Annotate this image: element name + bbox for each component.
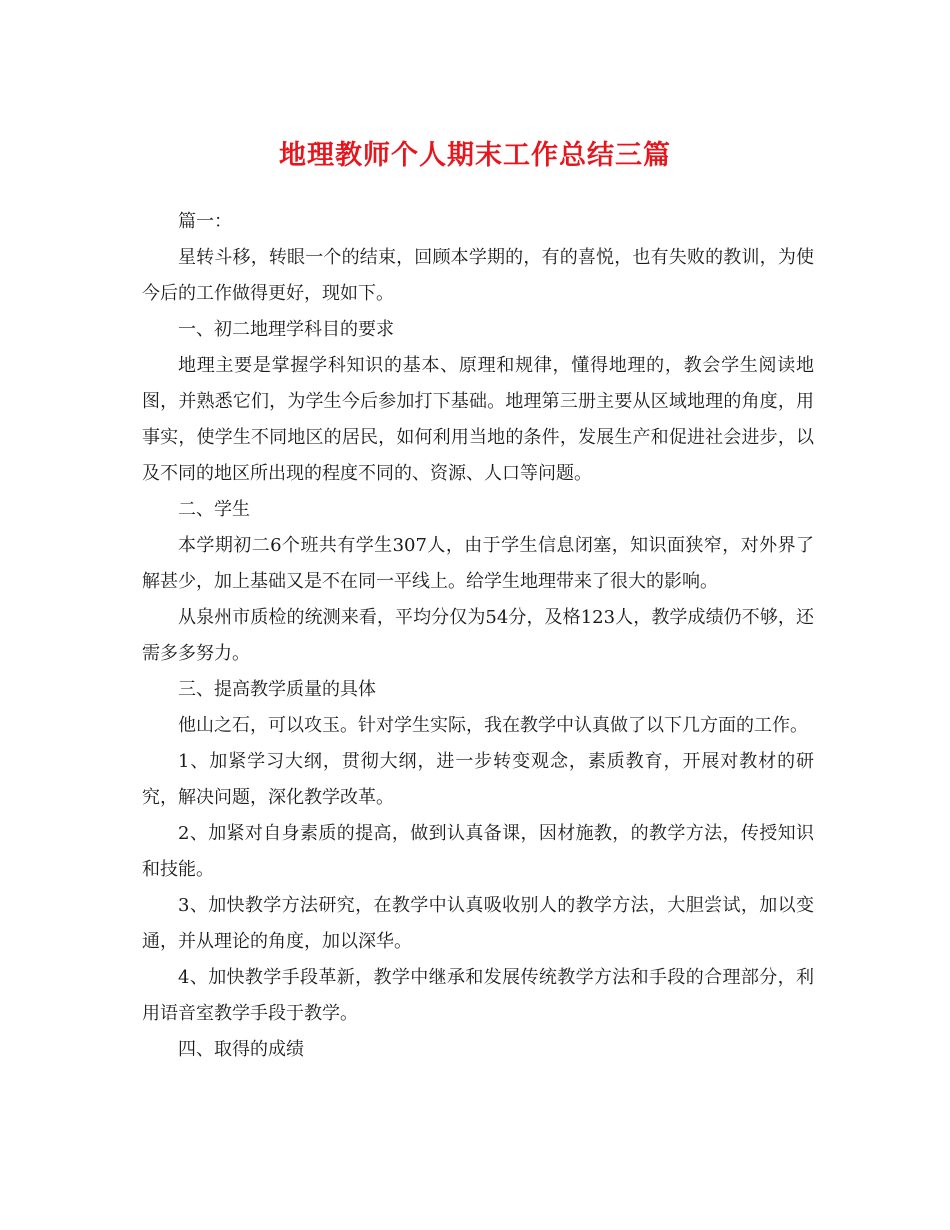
list-item: 2、加紧对自身素质的提高，做到认真备课，因材施教，的教学方法，传授知识和技能。: [142, 823, 814, 880]
section-heading: 一、初二地理学科目的要求: [178, 319, 394, 340]
paragraph: 从泉州市质检的统测来看，平均分仅为54分，及格123人，教学成绩仍不够，还需多多努力。: [142, 607, 814, 664]
document-body: [142, 204, 814, 1068]
section-heading: 二、学生: [178, 499, 250, 520]
list-item: 4、加快教学手段革新，教学中继承和发展传统教学方法和手段的合理部分，利用语音室教学手段于教学。: [142, 967, 814, 1024]
paragraph: 他山之石，可以攻玉。针对学生实际，我在教学中认真做了以下几方面的工作。: [178, 715, 808, 736]
paragraph: 星转斗移，转眼一个的结束，回顾本学期的，有的喜悦，也有失败的教训，为使今后的工作做得更好，现如下。: [142, 247, 814, 304]
document-title: 地理教师个人期末工作总结三篇: [279, 140, 671, 171]
list-item: 1、加紧学习大纲，贯彻大纲，进一步转变观念，素质教育，开展对教材的研究，解决问题，深化教学改革。: [142, 751, 814, 808]
paragraph: 地理主要是掌握学科知识的基本、原理和规律，懂得地理的，教会学生阅读地图，并熟悉它们，为学生今后参加打下基础。地理第三册主要从区域地理的角度，用事实，使学生不同地区的居民，如何利用当地的条件，发展生产和促进社会进步，以及不同的地区所出现的程度不同的、资源、人口等问题。: [142, 355, 814, 484]
section-heading: 三、提高教学质量的具体: [178, 679, 376, 700]
section-heading: 四、取得的成绩: [178, 1039, 304, 1060]
paragraph-section-label: 篇一：: [178, 211, 232, 232]
paragraph: 本学期初二6个班共有学生307人，由于学生信息闭塞，知识面狭窄，对外界了解甚少，加上基础又是不在同一平线上。给学生地理带来了很大的影响。: [142, 535, 814, 592]
list-item: 3、加快教学方法研究，在教学中认真吸收别人的教学方法，大胆尝试，加以变通，并从理论的角度，加以深华。: [142, 895, 814, 952]
